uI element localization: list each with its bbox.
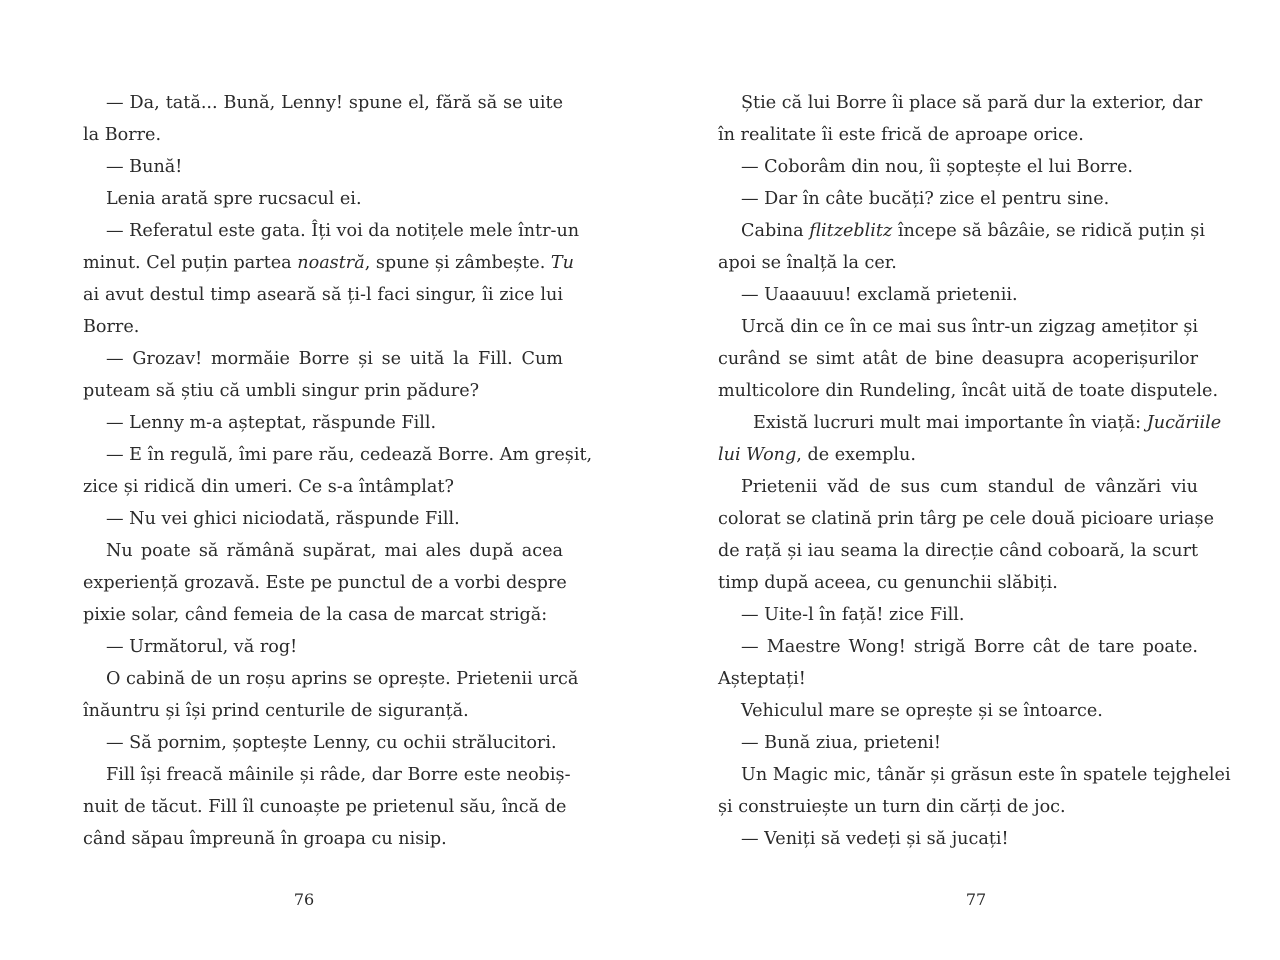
- text-line: [718, 343, 1198, 375]
- text-segment: — Referatul este gata. Îți voi da notițele mele într-un: [106, 221, 580, 241]
- text-line-content: [741, 189, 1109, 209]
- text-segment: și construiește un turn din cărți de joc.: [718, 797, 1066, 817]
- text-line-content: [106, 215, 580, 247]
- text-segment: multicolore din Rundeling, încât uită de toate disputele.: [718, 381, 1219, 401]
- text-line: [83, 727, 563, 759]
- text-line-content: [741, 311, 1198, 343]
- text-line: [83, 663, 579, 695]
- text-segment: , spune și zâmbește.: [364, 253, 551, 273]
- text-segment: Știe că lui Borre îi place să pară dur la exterior, dar: [741, 93, 1203, 113]
- text-line-content: [741, 471, 1198, 503]
- text-line-content: [741, 733, 941, 753]
- text-segment: experiență grozavă. Este pe punctul de a vorbi despre: [83, 573, 567, 593]
- text-segment: când săpau împreună în groapa cu nisip.: [83, 829, 447, 849]
- text-line: [83, 215, 580, 247]
- text-segment: pixie solar, când femeia de la casa de marcat strigă:: [83, 605, 548, 625]
- text-line: [718, 183, 1198, 215]
- text-segment: — Următorul, vă rog!: [106, 637, 298, 657]
- text-segment: Cabina: [741, 221, 810, 241]
- text-line-content: [83, 125, 161, 145]
- text-line: [718, 791, 1198, 823]
- text-line-content: [741, 605, 965, 625]
- text-segment: de rață și iau seama la direcție când coboară, la scurt: [718, 541, 1199, 561]
- text-segment: Lenia arată spre rucsacul ei.: [106, 189, 362, 209]
- text-segment: — Dar în câte bucăți? zice el pentru sine.: [741, 189, 1110, 209]
- text-line-content: [106, 509, 460, 529]
- text-segment: Urcă din ce în ce mai sus într-un zigzag amețitor și: [741, 317, 1198, 337]
- text-line: [718, 87, 1203, 119]
- text-segment: — Să pornim, șoptește Lenny, cu ochii strălucitori.: [106, 733, 557, 753]
- text-segment: zice și ridică din umeri. Ce s-a întâmplat?: [83, 477, 454, 497]
- text-segment: ai avut destul timp aseară să ți-l faci singur, îi zice lui: [83, 285, 563, 305]
- text-line: [83, 567, 567, 599]
- text-line: [718, 535, 1198, 567]
- text-line: [718, 727, 1198, 759]
- text-line-content: [741, 285, 1018, 305]
- text-line: [718, 663, 1198, 695]
- text-line: [718, 279, 1198, 311]
- right-page: [718, 87, 1231, 855]
- text-line-content: [106, 87, 563, 119]
- text-line: [83, 599, 563, 631]
- text-line-content: [718, 503, 1214, 535]
- text-line-content: [741, 87, 1203, 119]
- text-line: [718, 631, 1198, 663]
- text-segment: — Da, tată... Bună, Lenny! spune el, fără să se uite: [106, 93, 563, 113]
- text-line-content: [106, 343, 563, 375]
- text-line-content: [718, 797, 1066, 817]
- text-line: [83, 439, 593, 471]
- text-line: [83, 247, 574, 279]
- text-line: [718, 215, 1205, 247]
- text-segment: începe să bâzâie, se ridică puțin și: [892, 221, 1205, 241]
- text-line: [83, 631, 563, 663]
- text-line-content: [753, 407, 1222, 439]
- text-segment: O cabină de un roșu aprins se oprește. Prietenii urcă: [106, 669, 579, 689]
- text-line: [83, 119, 563, 151]
- text-segment: Există lucruri mult mai importante în viață:: [753, 413, 1147, 433]
- text-line-content: [718, 343, 1198, 375]
- text-line-content: [106, 733, 557, 753]
- text-line-content: [741, 701, 1103, 721]
- text-segment: — Bună!: [106, 157, 183, 177]
- text-line-content: [718, 573, 1058, 593]
- text-line-content: [83, 317, 139, 337]
- text-segment: Vehiculul mare se oprește și se întoarce.: [741, 701, 1103, 721]
- text-segment: în realitate îi este frică de aproape orice.: [718, 125, 1084, 145]
- text-line: [83, 823, 563, 855]
- text-segment: — Uaaauuu! exclamă prietenii.: [741, 285, 1018, 305]
- text-line: [83, 279, 563, 311]
- text-line-content: [83, 791, 567, 823]
- text-line-content: [718, 535, 1198, 567]
- text-segment: — E în regulă, îmi pare rău, cedează Borre. Am greșit,: [106, 445, 593, 465]
- text-segment: Nu poate să rămână supărat, mai ales după acea: [106, 541, 563, 561]
- text-line: [83, 759, 571, 791]
- text-segment: , de exemplu.: [796, 445, 916, 465]
- text-line-content: [741, 215, 1205, 247]
- text-line-content: [106, 663, 579, 695]
- text-line-content: [106, 439, 593, 471]
- text-line-content: [83, 605, 547, 625]
- text-segment: puteam să știu că umbli singur prin pădure?: [83, 381, 480, 401]
- page-number-right: 77: [965, 890, 987, 909]
- text-line-content: [741, 759, 1231, 791]
- text-line: [83, 791, 567, 823]
- text-segment: — Nu vei ghici niciodată, răspunde Fill.: [106, 509, 460, 529]
- text-segment: apoi se înalță la cer.: [718, 253, 897, 273]
- text-segment: Așteptați!: [718, 669, 806, 689]
- text-segment: Un Magic mic, tânăr și grăsun este în spatele tejghelei: [741, 765, 1231, 785]
- text-line-content: [106, 759, 571, 791]
- text-line: [83, 375, 563, 407]
- text-line: [83, 535, 563, 567]
- text-segment: — Lenny m-a așteptat, răspunde Fill.: [106, 413, 437, 433]
- text-line: [718, 247, 1198, 279]
- text-line: [718, 439, 1198, 471]
- text-segment: — Maestre Wong! strigă Borre cât de tare poate.: [741, 637, 1198, 657]
- text-line: [718, 311, 1198, 343]
- text-line-content: [83, 247, 574, 279]
- text-line: [83, 343, 563, 375]
- text-line: [83, 311, 563, 343]
- text-segment: Borre.: [83, 317, 140, 337]
- text-line: [718, 823, 1198, 855]
- text-line: [718, 375, 1219, 407]
- text-line: [718, 503, 1214, 535]
- text-line-content: [83, 381, 479, 401]
- italic-text: Tu: [550, 253, 574, 273]
- text-line: [718, 599, 1198, 631]
- text-line-content: [106, 413, 436, 433]
- text-segment: — Bună ziua, prieteni!: [741, 733, 941, 753]
- text-line-content: [718, 445, 916, 465]
- text-line: [83, 183, 563, 215]
- text-segment: minut. Cel puțin partea: [83, 253, 298, 273]
- text-segment: Prietenii văd de sus cum standul de vânzări viu: [741, 477, 1198, 497]
- text-line: [83, 87, 563, 119]
- text-segment: — Uite-l în față! zice Fill.: [741, 605, 965, 625]
- page-number-left: 76: [293, 890, 315, 909]
- text-line: [718, 695, 1198, 727]
- text-segment: colorat se clatină prin târg pe cele două picioare uriașe: [718, 509, 1214, 529]
- text-line-content: [106, 157, 182, 177]
- text-segment: timp după aceea, cu genunchii slăbiți.: [718, 573, 1058, 593]
- text-line-content: [741, 157, 1133, 177]
- text-line: [718, 471, 1198, 503]
- text-line-content: [83, 477, 454, 497]
- text-line-content: [83, 279, 563, 311]
- text-line-content: [106, 637, 297, 657]
- text-line: [83, 407, 563, 439]
- italic-text: lui Wong: [718, 445, 797, 465]
- text-line-content: [106, 535, 563, 567]
- text-line-content: [718, 125, 1084, 145]
- text-line: [718, 567, 1198, 599]
- text-segment: — Grozav! mormăie Borre și se uită la Fill. Cum: [106, 349, 563, 369]
- text-segment: curând se simt atât de bine deasupra acoperișurilor: [718, 349, 1198, 369]
- text-line: [83, 471, 563, 503]
- left-page: [83, 87, 593, 855]
- text-line-content: [741, 631, 1198, 663]
- text-line-content: [83, 567, 567, 599]
- text-line: [718, 151, 1198, 183]
- text-segment: la Borre.: [83, 125, 162, 145]
- text-line-content: [718, 669, 806, 689]
- italic-text: noastră: [297, 253, 365, 273]
- text-line-content: [83, 701, 469, 721]
- text-line: [718, 407, 1222, 439]
- text-line: [718, 119, 1198, 151]
- text-line: [83, 503, 563, 535]
- text-line: [718, 759, 1231, 791]
- text-segment: înăuntru și își prind centurile de siguranță.: [83, 701, 469, 721]
- text-line: [83, 151, 563, 183]
- text-line-content: [83, 829, 447, 849]
- text-segment: Fill își freacă mâinile și râde, dar Borre este neobiș-: [106, 765, 571, 785]
- italic-text: flitzeblitz: [809, 221, 893, 241]
- text-line-content: [741, 829, 1009, 849]
- text-line: [83, 695, 563, 727]
- text-segment: — Coborâm din nou, îi șoptește el lui Borre.: [741, 157, 1133, 177]
- text-segment: nuit de tăcut. Fill îl cunoaște pe prietenul său, încă de: [83, 797, 567, 817]
- text-line-content: [718, 375, 1219, 407]
- text-line-content: [106, 189, 362, 209]
- italic-text: Jucăriile: [1146, 413, 1222, 433]
- text-segment: — Veniți să vedeți și să jucați!: [741, 829, 1009, 849]
- text-line-content: [718, 253, 897, 273]
